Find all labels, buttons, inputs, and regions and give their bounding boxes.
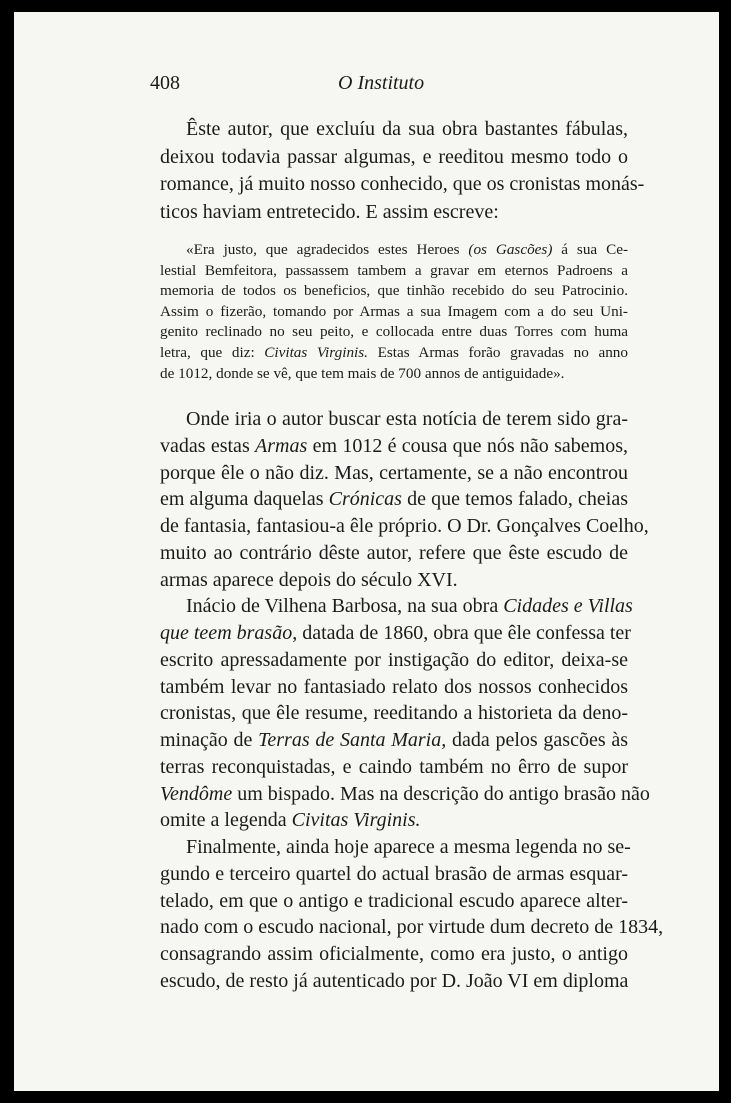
emphasis: Armas (255, 434, 308, 457)
emphasis: Vendôme (160, 782, 233, 805)
text-line: que teem brasão, datada de 1860, obra que êle confessa ter (160, 622, 631, 644)
running-title: O Instituto (338, 72, 425, 94)
quote-line: «Era justo, que agradecidos estes Heroes (os Gascões) á sua Ce- (186, 241, 629, 258)
text-line: muito ao contrário dêste autor, refere que êste escudo de (160, 541, 628, 564)
block-quote (160, 240, 628, 384)
emphasis: Civitas Virginis. (264, 343, 368, 361)
page-number: 408 (150, 72, 180, 94)
emphasis: que teem brasão (160, 622, 293, 644)
emphasis: (os Gascões) (468, 241, 553, 258)
text-line: romance, já muito nosso conhecido, que os cronistas monás- (160, 173, 645, 195)
quote-line: lestial Bemfeitora, passassem tambem a gravar em eternos Padroens a (160, 261, 628, 279)
text-line: Vendôme um bispado. Mas na descrição do antigo brasão não (160, 782, 650, 805)
emphasis: Crónicas (328, 488, 402, 511)
text-line: Onde iria o autor buscar esta notícia de terem sido gra- (186, 408, 628, 430)
text-line: minação de Terras de Santa Maria, dada pelos gascões às (160, 729, 629, 751)
page-header (140, 66, 630, 100)
text-line: deixou todavia passar algumas, e reeditou mesmo todo o (160, 145, 628, 168)
text-line: cronistas, que êle resume, reeditando a historieta da deno- (160, 702, 628, 725)
quote-line: genito reclinado no seu peito, e collocada entre duas Torres com huma (160, 323, 628, 341)
text-line: armas aparece depois do século XVI. (160, 568, 458, 591)
text-line: nado com o escudo nacional, por virtude dum decreto de 1834, (160, 916, 664, 939)
text-line: em alguma daquelas Crónicas de que temos falado, cheias (160, 488, 629, 511)
text-line: terras reconquistadas, e caindo também no êrro de supor (160, 755, 628, 778)
text-line: ticos haviam entretecido. E assim escreve: (160, 200, 499, 223)
text-line: omite a legenda Civitas Virginis. (160, 809, 421, 832)
text-line: também levar no fantasiado relato dos nossos conhecidos (160, 675, 628, 698)
emphasis: Terras de Santa Maria, (258, 729, 447, 751)
text-line: de fantasia, fantasiou-a êle próprio. O Dr. Gonçalves Coelho, (160, 515, 649, 537)
quote-line: memoria de todos os beneficios, que tinhão recebido do seu Patrocinio. (160, 282, 628, 300)
text-line: telado, em que o antigo e tradicional escudo aparece alter- (160, 889, 628, 912)
quote-line: letra, que diz: Civitas Virginis. Estas Armas forão gravadas no anno (160, 343, 628, 361)
text-line: consagrando assim oficialmente, como era justo, o antigo (160, 943, 628, 965)
text-line: porque êle o não diz. Mas, certamente, se a não encontrou (160, 461, 628, 484)
text-line: Êste autor, que excluíu da sua obra bastantes fábulas, (186, 118, 628, 140)
text-line: Finalmente, ainda hoje aparece a mesma legenda no se- (186, 836, 631, 858)
text-line: escudo, de resto já autenticado por D. João VI em diploma (160, 969, 629, 992)
paragraph-1 (160, 116, 645, 226)
emphasis: Cidades e Villas (503, 595, 633, 618)
text-line: gundo e terceiro quartel do actual brasão de armas esquar- (160, 862, 628, 885)
quote-line: de 1012, donde se vê, que tem mais de 700 annos de antiguidade». (160, 364, 565, 382)
text-line: Inácio de Vilhena Barbosa, na sua obra Cidades e Villas (186, 595, 633, 618)
text-line: escrito apressadamente por instigação do editor, deixa-se (160, 648, 628, 671)
main-text (160, 406, 664, 995)
text-line: vadas estas Armas em 1012 é cousa que nós não sabemos, (160, 434, 628, 457)
quote-line: Assim o fizerão, tomando por Armas a sua Imagem com a do seu Uni- (160, 302, 628, 320)
emphasis: Civitas Virginis. (291, 809, 421, 832)
